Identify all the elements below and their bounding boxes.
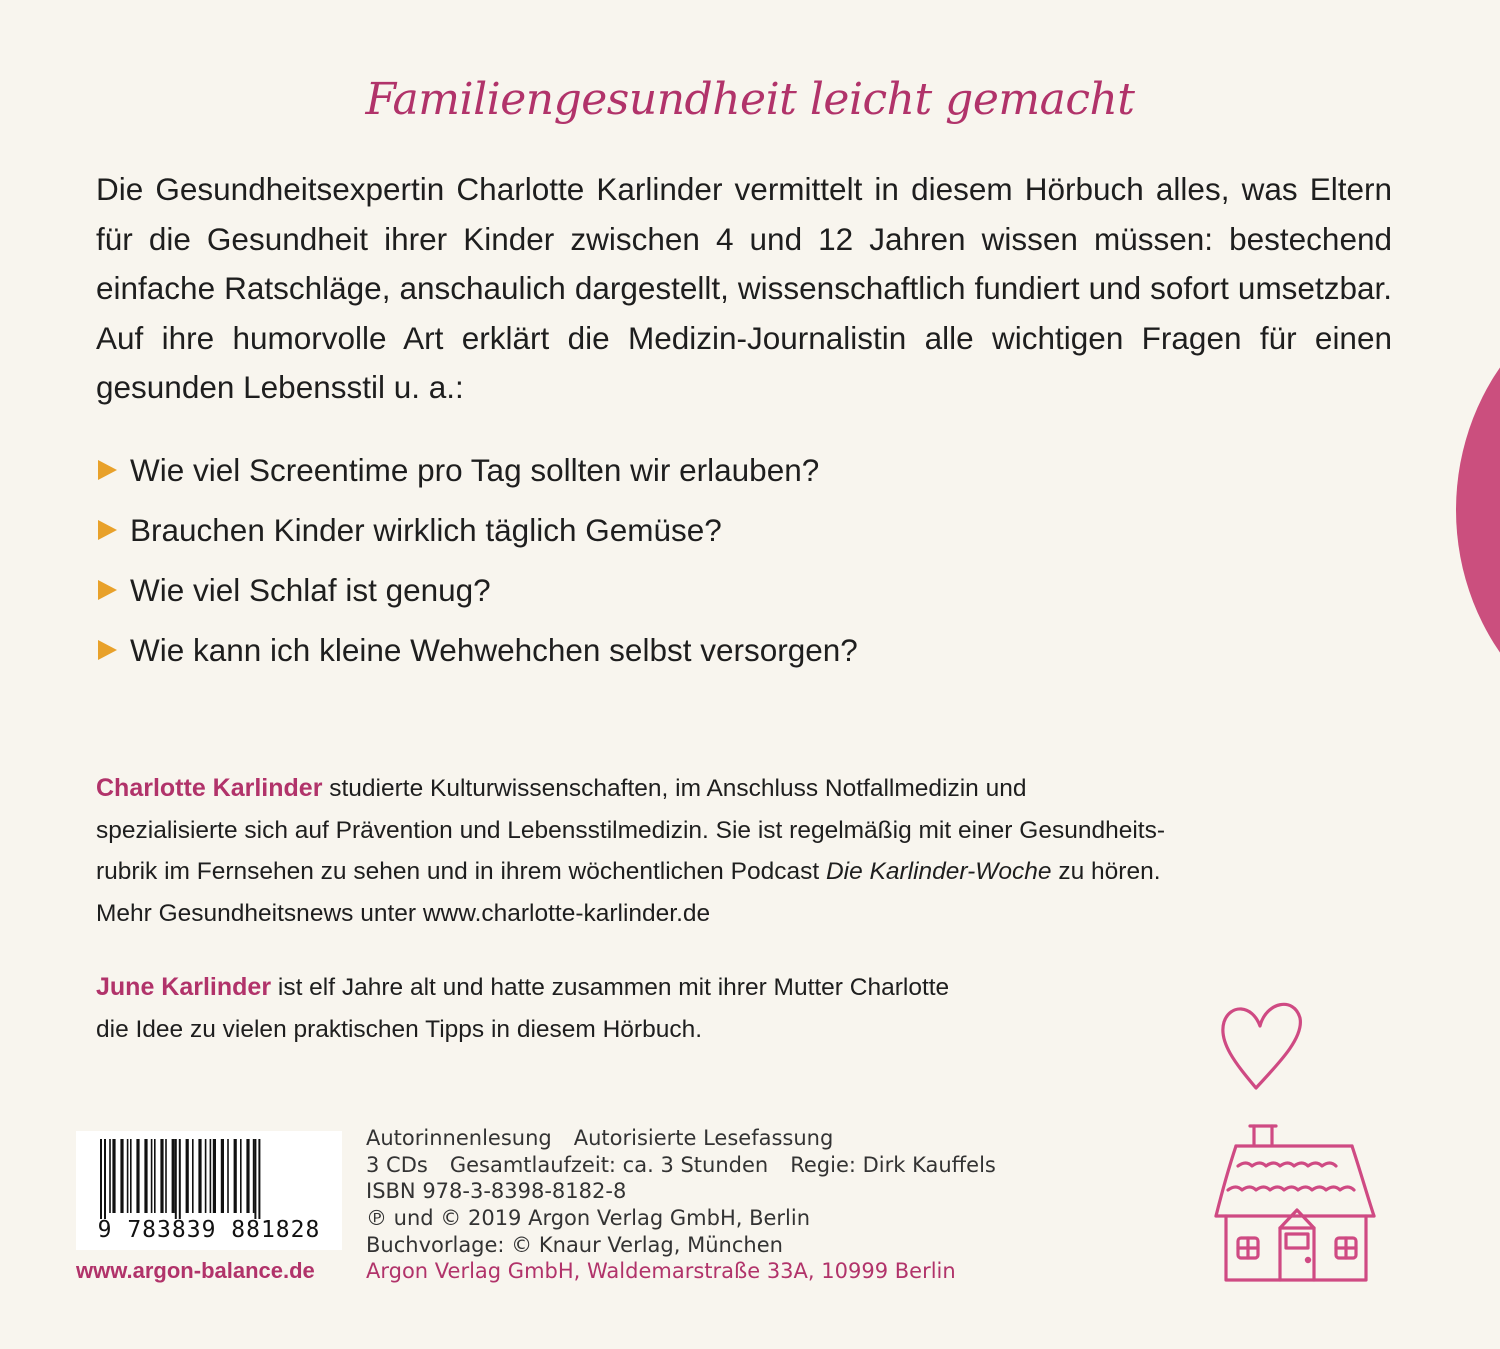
list-item [96, 500, 1196, 560]
credit-duration: Gesamtlaufzeit: ca. 3 Stunden [449, 1152, 769, 1177]
author-bio-june [96, 967, 1346, 1050]
bio-line [96, 768, 1346, 810]
bio-line: die Idee zu vielen praktischen Tipps in diesem Hörbuch. [96, 1015, 703, 1043]
bio-text: ist elf Jahre alt und hatte zusammen mit ihrer Mutter Charlotte [277, 974, 950, 1001]
house-heart-illustration [1208, 990, 1384, 1290]
triangle-bullet-icon [98, 460, 117, 480]
question-text: Brauchen Kinder wirklich täglich Gemüse? [130, 512, 722, 548]
barcode-digits: 9 783839 881828 [97, 1217, 321, 1243]
triangle-bullet-icon [98, 580, 117, 600]
triangle-bullet-icon [98, 520, 117, 540]
credit-source: Buchvorlage: © Knaur Verlag, München [366, 1232, 783, 1257]
question-list [96, 440, 1196, 680]
page-title: Familiengesundheit leicht gemacht [365, 74, 1135, 125]
credit-cds: 3 CDs [366, 1152, 428, 1177]
author-name: Charlotte Karlinder [96, 774, 323, 802]
author-name: June Karlinder [96, 973, 272, 1001]
bio-text: zu hören. [1058, 858, 1161, 885]
decorative-arc [1456, 270, 1500, 750]
credit-director: Regie: Dirk Kauffels [790, 1152, 996, 1177]
barcode-bars [84, 1139, 334, 1219]
question-text: Wie viel Screentime pro Tag sollten wir erlauben? [130, 452, 820, 488]
list-item [96, 620, 1196, 680]
credit-version: Autorisierte Lesefassung [573, 1126, 834, 1150]
bio-line [96, 851, 1346, 893]
triangle-bullet-icon [98, 640, 117, 660]
credits-line [366, 1125, 1126, 1152]
barcode [76, 1131, 342, 1250]
list-item [96, 560, 1196, 620]
credit-reading: Autorinnenlesung [366, 1126, 552, 1150]
publisher-website: www.argon-balance.de [76, 1258, 315, 1283]
author-bio-charlotte [96, 768, 1346, 934]
bio-line: Mehr Gesundheitsnews unter www.charlotte-karlinder.de [96, 899, 711, 927]
question-text: Wie kann ich kleine Wehwehchen selbst versorgen? [130, 632, 858, 668]
question-text: Wie viel Schlaf ist genug? [130, 572, 491, 608]
bio-line: spezialisierte sich auf Prävention und Lebensstilmedizin. Sie ist regelmäßig mit einer Gesundheits- [96, 816, 1165, 844]
bio-text: studierte Kulturwissenschaften, im Anschluss Notfallmedizin und [329, 775, 1027, 802]
heart-icon [1223, 1004, 1301, 1088]
credits-line [366, 1152, 1126, 1179]
bio-text: rubrik im Fernsehen zu sehen und in ihrem wöchentlichen Podcast [96, 858, 820, 885]
credit-copyright: ℗ und © 2019 Argon Verlag GmbH, Berlin [366, 1206, 811, 1231]
intro-paragraph: Die Gesundheitsexpertin Charlotte Karlinder vermittelt in diesem Hörbuch alles, was Eltern für die Gesundheit ihrer Kinder zwischen 4 und 12 Jahren wissen müssen: bestechend einfache Ratschläge, anschaulich dargestellt, wissenschaftlich fundiert und sofort umsetzbar. Auf ihre humorvolle Art erklärt die Medizin-Journalistin alle wichtigen Fragen für einen gesunden Lebensstil u. a.: [96, 171, 1392, 405]
bio-line [96, 967, 1346, 1009]
production-credits [366, 1125, 1126, 1285]
publisher-address: Argon Verlag GmbH, Waldemarstraße 33A, 10999 Berlin [366, 1259, 956, 1284]
list-item [96, 440, 1196, 500]
house-icon [1216, 1126, 1374, 1280]
credit-isbn: ISBN 978-3-8398-8182-8 [366, 1179, 627, 1204]
podcast-title: Die Karlinder-Woche [825, 858, 1052, 885]
